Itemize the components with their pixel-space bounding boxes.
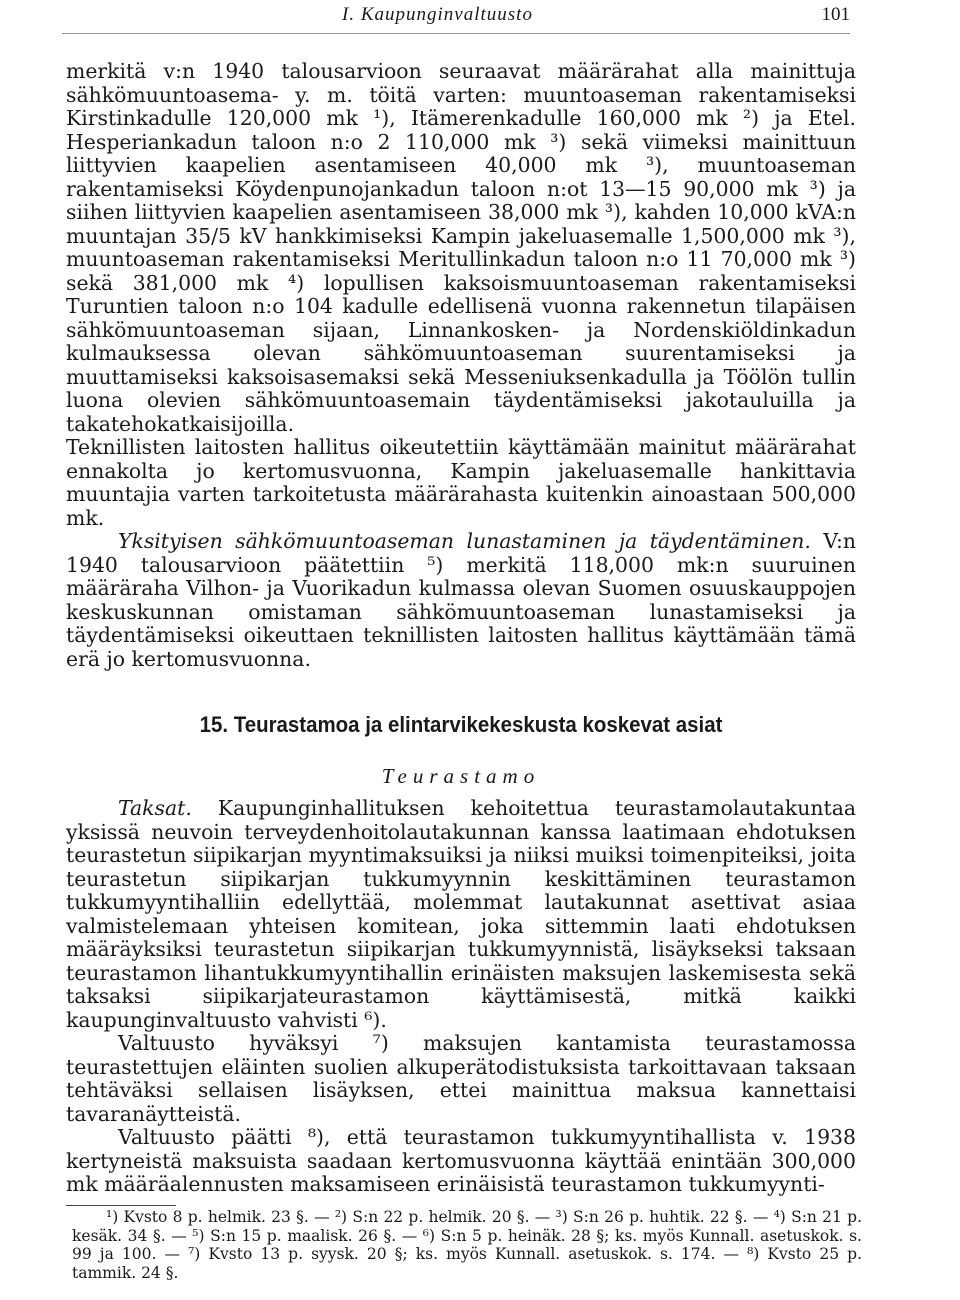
subsection-heading: Teurastamo	[381, 764, 541, 788]
section1-body	[66, 60, 856, 671]
paragraph-lead: Taksat.	[118, 796, 218, 820]
paragraph-text: Kaupunginhallituksen kehoitettua teurastamolautakuntaa yksissä neuvoin terveydenhoitolautakunnan kanssa laatimaan ehdotuksen teurastetun siipikarjan myyntimaksuiksi ja niiksi muiksi toimenpiteiksi, joita teurastetun siipikarjan tukkumyynnin keskittäminen teurastamon tukkumyyntihalliin edellyttää, molemmat lautakunnat asettivat asiaa valmistelemaan yhteisen komitean, joka sittemmin laati ehdotuksen määräyksiksi teurastetun siipikarjan tukkumyynnistä, lisäykseksi taksaan teurastamon lihantukkumyyntihallin erinäisten maksujen laskemisesta sekä taksaksi siipikarjateurastamon käyttämisestä, mitkä kaikki kaupunginvaltuusto vahvisti ⁶).	[66, 796, 857, 1032]
paragraph-text: V:n 1940 talousarvioon päätettiin ⁵) merkitä 118,000 mk:n suuruinen määräraha Vilhon- ja Vuorikadun kulmassa olevan Suomen osuuskauppojen keskuskunnan omistaman sähkömuuntoaseman lunastamiseksi ja täydentämiseksi oikeuttaen teknillisten laitosten hallitus käyttämään tämä erä jo kertomusvuonna.	[66, 529, 856, 671]
footnote-text: ¹) Kvsto 8 p. helmik. 23 §. — ²) S:n 22 p. helmik. 20 §. — ³) S:n 26 p. huhtik. 22 §. — ⁴) S:n 21 p. kesäk. 34 §. — ⁵) S:n 15 p. maalisk. 26 §. — ⁶) S:n 5 p. heinäk. 28 §; ks. myös Kunnall. asetuskok. s. 99 ja 100. — ⁷) Kvsto 13 p. syysk. 20 §; ks. myös Kunnall. asetuskok. s. 174. — ⁸) Kvsto 25 p. tammik. 24 §.	[72, 1208, 862, 1282]
header-rule	[62, 33, 850, 34]
paragraph	[66, 436, 856, 530]
page-number: 101	[821, 4, 850, 25]
footnotes	[72, 1208, 862, 1282]
paragraph-lead: Yksityisen sähkömuuntoaseman lunastaminen ja täydentäminen.	[118, 529, 824, 553]
footnote-rule	[66, 1205, 176, 1206]
paragraph	[66, 797, 856, 1032]
paragraph: Valtuusto hyväksyi ⁷) maksujen kantamista teurastamossa teurastettujen eläinten suolien alkuperätodistuksista tarkoittavaan taksaan tehtäväksi sellaisen lisäyksen, ettei mainittua maksua kannettaisi tavaranäytteistä.	[66, 1031, 856, 1126]
section2-body	[66, 797, 856, 1197]
paragraph	[66, 530, 856, 671]
running-title: I. Kaupunginvaltuusto	[342, 4, 533, 25]
paragraph: merkitä v:n 1940 talousarvioon seuraavat määrärahat alla mainittuja sähkömuuntoasema- y. m. töitä varten: muuntoaseman rakentamiseksi Kirstinkadulle 120,000 mk ¹), Itämerenkadulle 160,000 mk ²) ja Etel. Hesperiankadun taloon n:o 2 110,000 mk ³) sekä viimeksi mainittuun liittyvien kaapelien asentamiseen 40,000 mk ³), muuntoaseman rakentamiseksi Köydenpunojankadun taloon n:ot 13—15 90,000 mk ³) ja siihen liittyvien kaapelien asentamiseen 38,000 mk ³), kahden 10,000 kVA:n muuntajan 35/5 kV hankkimiseksi Kampin jakeluasemalle 1,500,000 mk ³), muuntoaseman rakentamiseksi Meritullinkadun taloon n:o 11 70,000 mk ³) sekä 381,000 mk ⁴) lopullisen kaksoismuuntoaseman rakentamiseksi Turuntien taloon n:o 104 kadulle edellisenä vuonna rakennetun tilapäisen sähkömuuntoaseman sijaan, Linnankosken- ja Nordenskiöldinkadun kulmauksessa olevan sähkömuuntoaseman suurentamiseksi ja muuttamiseksi kaksoisasemaksi sekä Messeniuksenkadulla ja Töölön tullin luona olevien sähkömuuntoasemain täydentämiseksi jakotauluilla ja takatehokatkaisijoilla.	[66, 59, 856, 436]
paragraph: Valtuusto päätti ⁸), että teurastamon tukkumyyntihallista v. 1938 kertyneistä maksuista saadaan kertomusvuonna käyttää enintään 300,000 mk määräalennusten maksamiseen erinäisistä teurastamon tukkumyynti-	[66, 1125, 856, 1196]
section-heading: 15. Teurastamoa ja elintarvikekeskusta koskevat asiat	[199, 712, 723, 737]
running-head	[62, 4, 850, 28]
paragraph-text: Teknillisten laitosten hallitus oikeutettiin käyttämään mainitut määrärahat ennakolta jo kertomusvuonna, Kampin jakeluasemalle hankittavia muuntajia varten tarkoitetusta määrärahasta kuitenkin ainoastaan 500,000 mk.	[66, 435, 856, 530]
